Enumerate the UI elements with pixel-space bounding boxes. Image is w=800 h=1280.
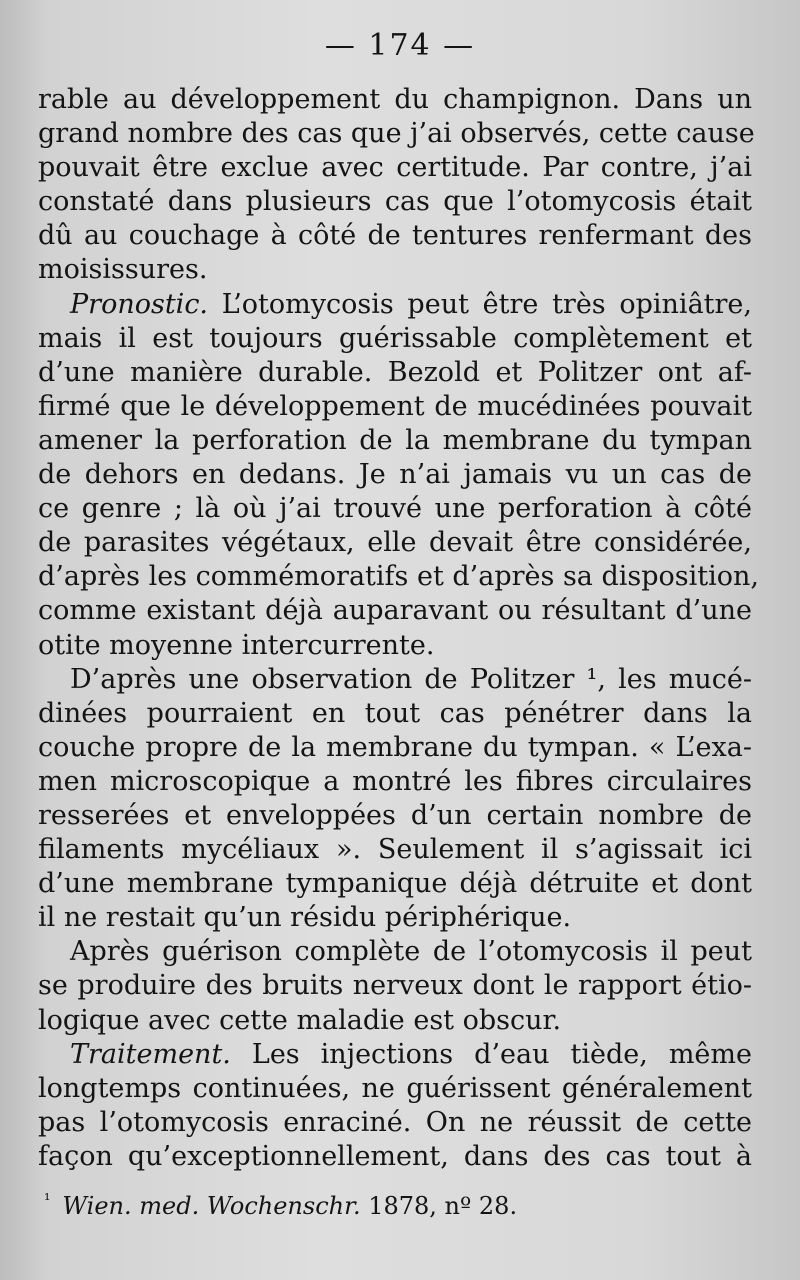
text-line xyxy=(38,867,752,901)
text-line xyxy=(38,219,752,253)
text-line xyxy=(38,526,752,560)
text-line xyxy=(38,594,752,628)
text-line xyxy=(38,390,752,424)
text-line xyxy=(38,322,752,356)
text-line xyxy=(38,1140,752,1174)
section-heading: Pronostic. xyxy=(70,288,209,320)
line-text: pas l’otomycosis enraciné. On ne réussit de cette xyxy=(38,1106,752,1138)
line-text: mais il est toujours guérissable complètement et xyxy=(38,322,752,354)
line-text: rable au développement du champignon. Dans un xyxy=(38,84,752,115)
line-text: longtemps continuées, ne guérissent généralement xyxy=(38,1072,752,1104)
line-text: dû au couchage à côté de tentures renfermant des xyxy=(38,220,752,252)
line-text: logique avec cette maladie est obscur. xyxy=(38,1004,562,1036)
line-text: constaté dans plusieurs cas que l’otomycosis était xyxy=(38,186,752,218)
text-line xyxy=(38,833,752,867)
text-line xyxy=(38,731,752,765)
line-text: grand nombre des cas que j’ai observés, cette cause xyxy=(38,118,755,150)
line-text: Les injections d’eau tiède, même xyxy=(230,1038,752,1070)
text-line xyxy=(38,560,759,594)
line-text: firmé que le développement de mucédinées pouvait xyxy=(38,390,752,422)
footnote-source: Wien. med. Wochenschr. xyxy=(62,1192,361,1220)
line-text: Après guérison complète de l’otomycosis il peut xyxy=(70,936,752,968)
line-text: d’une membrane tympanique déjà détruite et dont xyxy=(38,868,752,900)
text-line xyxy=(38,1106,752,1140)
line-text: couche propre de la membrane du tympan. « L’exa- xyxy=(38,731,752,763)
text-line xyxy=(38,697,752,731)
text-line xyxy=(38,935,752,969)
line-text: moisissures. xyxy=(38,254,208,286)
line-text: otite moyenne intercurrente. xyxy=(38,629,435,661)
line-text: amener la perforation de la membrane du tympan xyxy=(38,424,752,456)
line-text: D’après une observation de Politzer ¹, les mucé- xyxy=(70,663,752,695)
text-line xyxy=(38,492,752,526)
line-text: d’une manière durable. Bezold et Politzer ont af- xyxy=(38,356,752,388)
line-text: ce genre ; là où j’ai trouvé une perforation à côté xyxy=(38,493,752,525)
text-line xyxy=(38,356,752,390)
text-line xyxy=(38,629,752,663)
text-line xyxy=(38,1004,752,1038)
text-line xyxy=(38,901,752,935)
text-line xyxy=(38,969,752,1003)
line-text: de parasites végétaux, elle devait être considérée, xyxy=(38,527,752,559)
text-line xyxy=(38,1072,752,1106)
line-text: dinées pourraient en tout cas pénétrer dans la xyxy=(38,697,752,729)
line-text: L’otomycosis peut être très opiniâtre, xyxy=(208,288,752,320)
section-heading: Traitement. xyxy=(70,1038,231,1070)
text-line xyxy=(38,1038,752,1072)
text-line xyxy=(38,288,752,322)
footnote xyxy=(44,1180,744,1226)
page-number: — 174 — xyxy=(324,28,476,63)
line-text: façon qu’exceptionnellement, dans des cas tout à xyxy=(38,1140,752,1172)
text-line xyxy=(38,151,752,185)
line-text: men microscopique a montré les fibres circulaires xyxy=(38,765,752,797)
line-text: filaments mycéliaux ». Seulement il s’agissait ici xyxy=(38,834,752,866)
footnote-mark: ¹ xyxy=(44,1190,51,1209)
text-line xyxy=(38,185,752,219)
line-text: pouvait être exclue avec certitude. Par contre, j’ai xyxy=(38,152,752,184)
line-text: il ne restait qu’un résidu périphérique. xyxy=(38,902,572,934)
line-text: comme existant déjà auparavant ou résultant d’une xyxy=(38,595,752,627)
text-line xyxy=(38,83,752,117)
text-line xyxy=(38,765,752,799)
body-text xyxy=(38,83,759,1174)
line-text: d’après les commémoratifs et d’après sa disposition, xyxy=(38,561,759,593)
line-text: de dehors en dedans. Je n’ai jamais vu un cas de xyxy=(38,459,752,491)
footnote-citation: 1878, nº 28. xyxy=(360,1192,518,1220)
line-text: se produire des bruits nerveux dont le rapport étio- xyxy=(38,970,752,1002)
text-line xyxy=(38,117,755,151)
text-line xyxy=(38,799,752,833)
text-line xyxy=(38,253,752,287)
line-text: resserées et enveloppées d’un certain nombre de xyxy=(38,799,752,831)
text-line xyxy=(38,458,752,492)
text-line xyxy=(38,663,752,697)
text-line xyxy=(38,424,752,458)
